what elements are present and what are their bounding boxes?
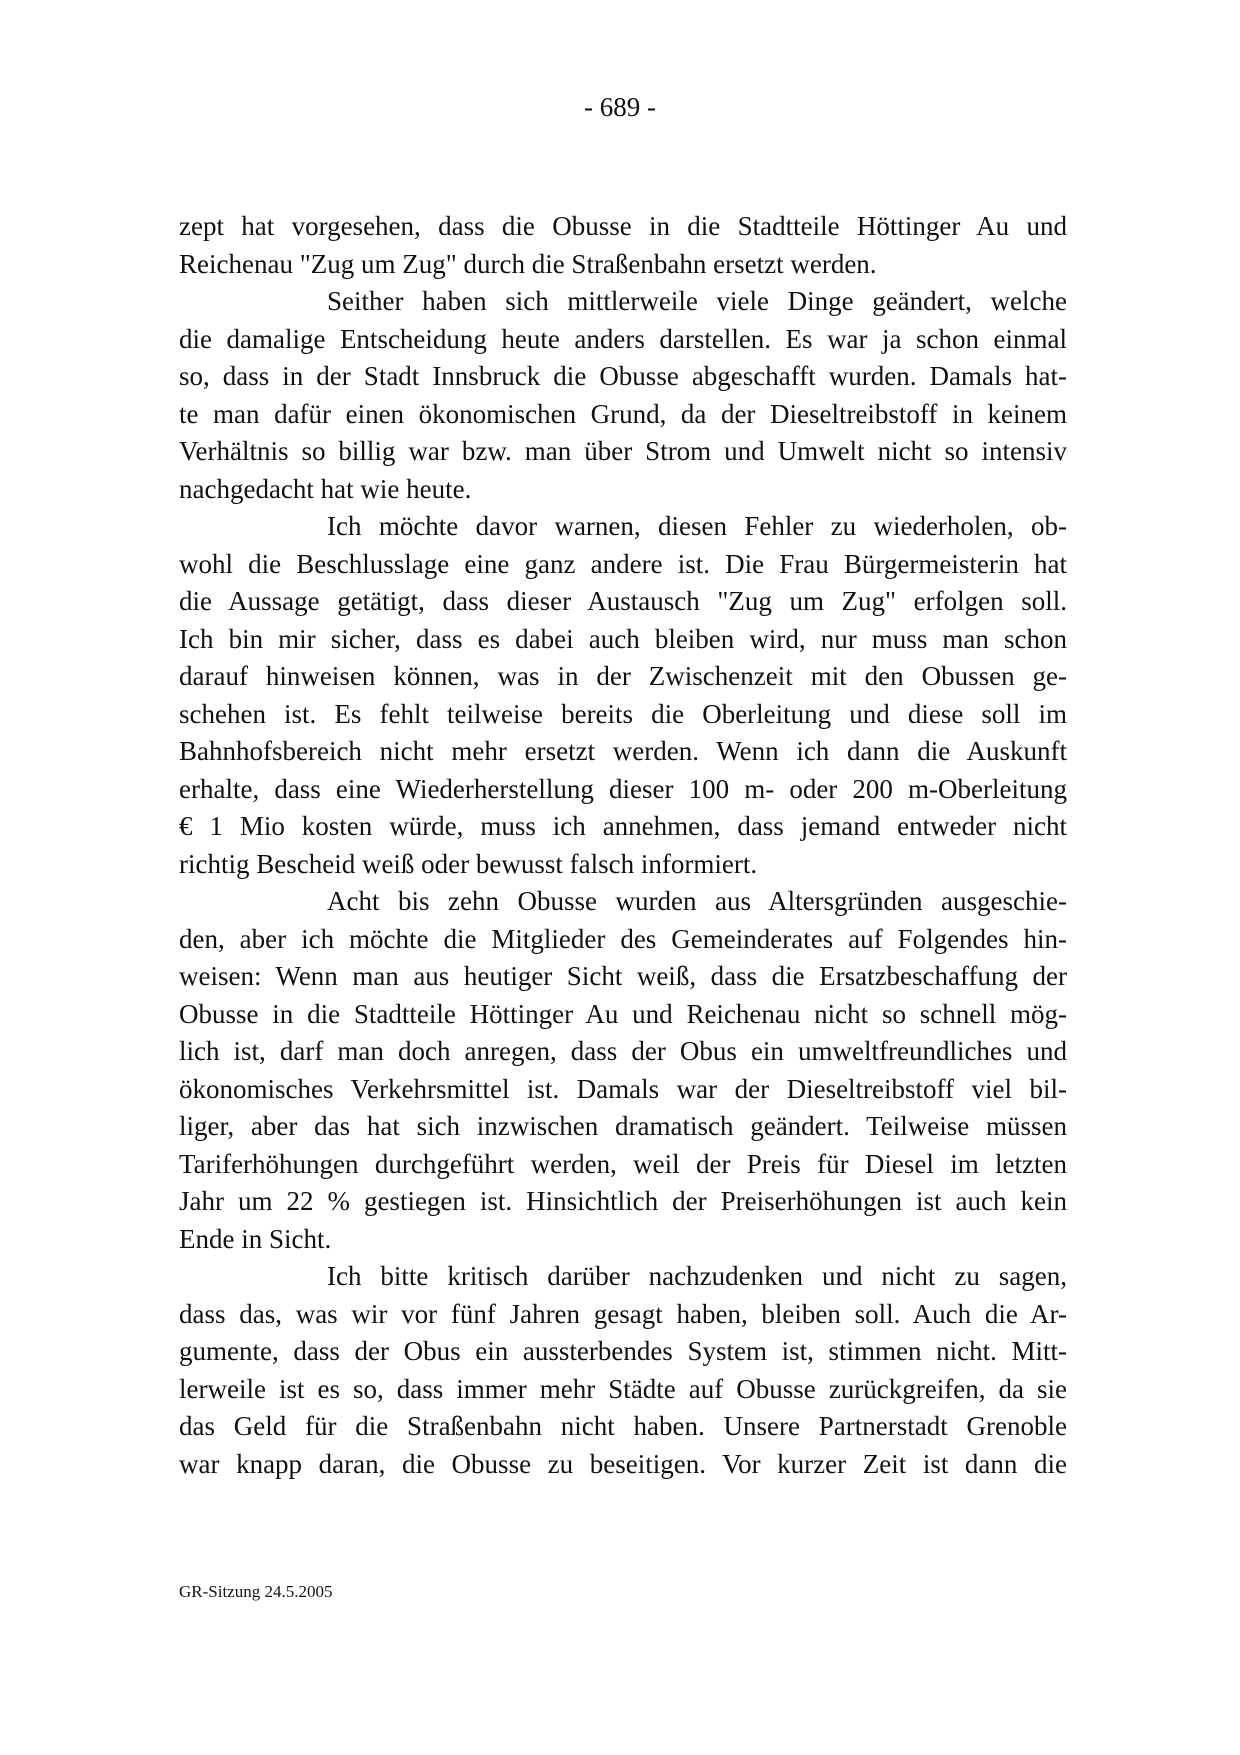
text-line: die damalige Entscheidung heute anders darstellen. Es war ja schon einmal (179, 323, 1067, 354)
footer-session-date: GR-Sitzung 24.5.2005 (179, 1582, 333, 1601)
text-line: das Geld für die Straßenbahn nicht haben. Unsere Partnerstadt Grenoble (179, 1411, 1067, 1441)
text-line: lich ist, darf man doch anregen, dass der Obus ein umweltfreundliches und (179, 1036, 1067, 1066)
text-line: € 1 Mio kosten würde, muss ich annehmen, dass jemand entweder nicht (179, 811, 1067, 841)
text-line: dass das, was wir vor fünf Jahren gesagt haben, bleiben soll. Auch die Ar- (179, 1298, 1067, 1329)
text-line: te man dafür einen ökonomischen Grund, da der Dieseltreibstoff in keinem (179, 398, 1067, 429)
text-line: Ich bitte kritisch darüber nachzudenken und nicht zu sagen, (327, 1261, 1067, 1291)
text-line: wohl die Beschlusslage eine ganz andere ist. Die Frau Bürgermeisterin hat (179, 548, 1067, 579)
text-line: lerweile ist es so, dass immer mehr Städte auf Obusse zurückgreifen, da sie (179, 1373, 1067, 1404)
paragraph (179, 283, 1067, 508)
text-line: Acht bis zehn Obusse wurden aus Altersgründen ausgeschie- (327, 886, 1067, 916)
text-line: richtig Bescheid weiß oder bewusst falsch informiert. (179, 848, 758, 879)
paragraph (179, 1258, 1067, 1483)
paragraph (179, 208, 1067, 283)
text-line: Seither haben sich mittlerweile viele Dinge geändert, welche (327, 286, 1067, 316)
text-line: schehen ist. Es fehlt teilweise bereits die Oberleitung und diese soll im (179, 698, 1067, 729)
text-line: Tariferhöhungen durchgeführt werden, weil der Preis für Diesel im letzten (179, 1148, 1067, 1179)
text-line: war knapp daran, die Obusse zu beseitigen. Vor kurzer Zeit ist dann die (179, 1448, 1067, 1479)
text-line: liger, aber das hat sich inzwischen dramatisch geändert. Teilweise müssen (179, 1111, 1067, 1141)
text-line: die Aussage getätigt, dass dieser Austausch "Zug um Zug" erfolgen soll. (179, 586, 1067, 616)
text-line: gumente, dass der Obus ein aussterbendes System ist, stimmen nicht. Mitt- (179, 1336, 1067, 1366)
text-line: zept hat vorgesehen, dass die Obusse in die Stadtteile Höttinger Au und (179, 211, 1067, 241)
text-line: Reichenau "Zug um Zug" durch die Straßenbahn ersetzt werden. (179, 248, 877, 279)
text-line: darauf hinweisen können, was in der Zwischenzeit mit den Obussen ge- (179, 661, 1067, 691)
text-line: Verhältnis so billig war bzw. man über Strom und Umwelt nicht so intensiv (179, 436, 1067, 466)
text-line: Ende in Sicht. (179, 1223, 332, 1254)
body-text (179, 208, 1067, 1483)
text-line: weisen: Wenn man aus heutiger Sicht weiß, dass die Ersatzbeschaffung der (179, 961, 1067, 991)
page-number: - 689 - (584, 92, 656, 122)
text-line: Ich möchte davor warnen, diesen Fehler zu wiederholen, ob- (327, 511, 1067, 541)
paragraph (179, 883, 1067, 1258)
text-line: erhalte, dass eine Wiederherstellung dieser 100 m- oder 200 m-Oberleitung (179, 773, 1067, 804)
text-line: nachgedacht hat wie heute. (179, 473, 472, 504)
text-line: Bahnhofsbereich nicht mehr ersetzt werden. Wenn ich dann die Auskunft (179, 736, 1067, 766)
text-line: den, aber ich möchte die Mitglieder des Gemeinderates auf Folgendes hin- (179, 923, 1067, 954)
text-line: Jahr um 22 % gestiegen ist. Hinsichtlich der Preiserhöhungen ist auch kein (179, 1186, 1067, 1216)
paragraph (179, 508, 1067, 883)
text-line: ökonomisches Verkehrsmittel ist. Damals war der Dieseltreibstoff viel bil- (179, 1073, 1067, 1104)
text-line: Obusse in die Stadtteile Höttinger Au und Reichenau nicht so schnell mög- (179, 998, 1067, 1029)
text-line: so, dass in der Stadt Innsbruck die Obusse abgeschafft wurden. Damals hat- (179, 361, 1067, 391)
text-line: Ich bin mir sicher, dass es dabei auch bleiben wird, nur muss man schon (179, 623, 1067, 654)
